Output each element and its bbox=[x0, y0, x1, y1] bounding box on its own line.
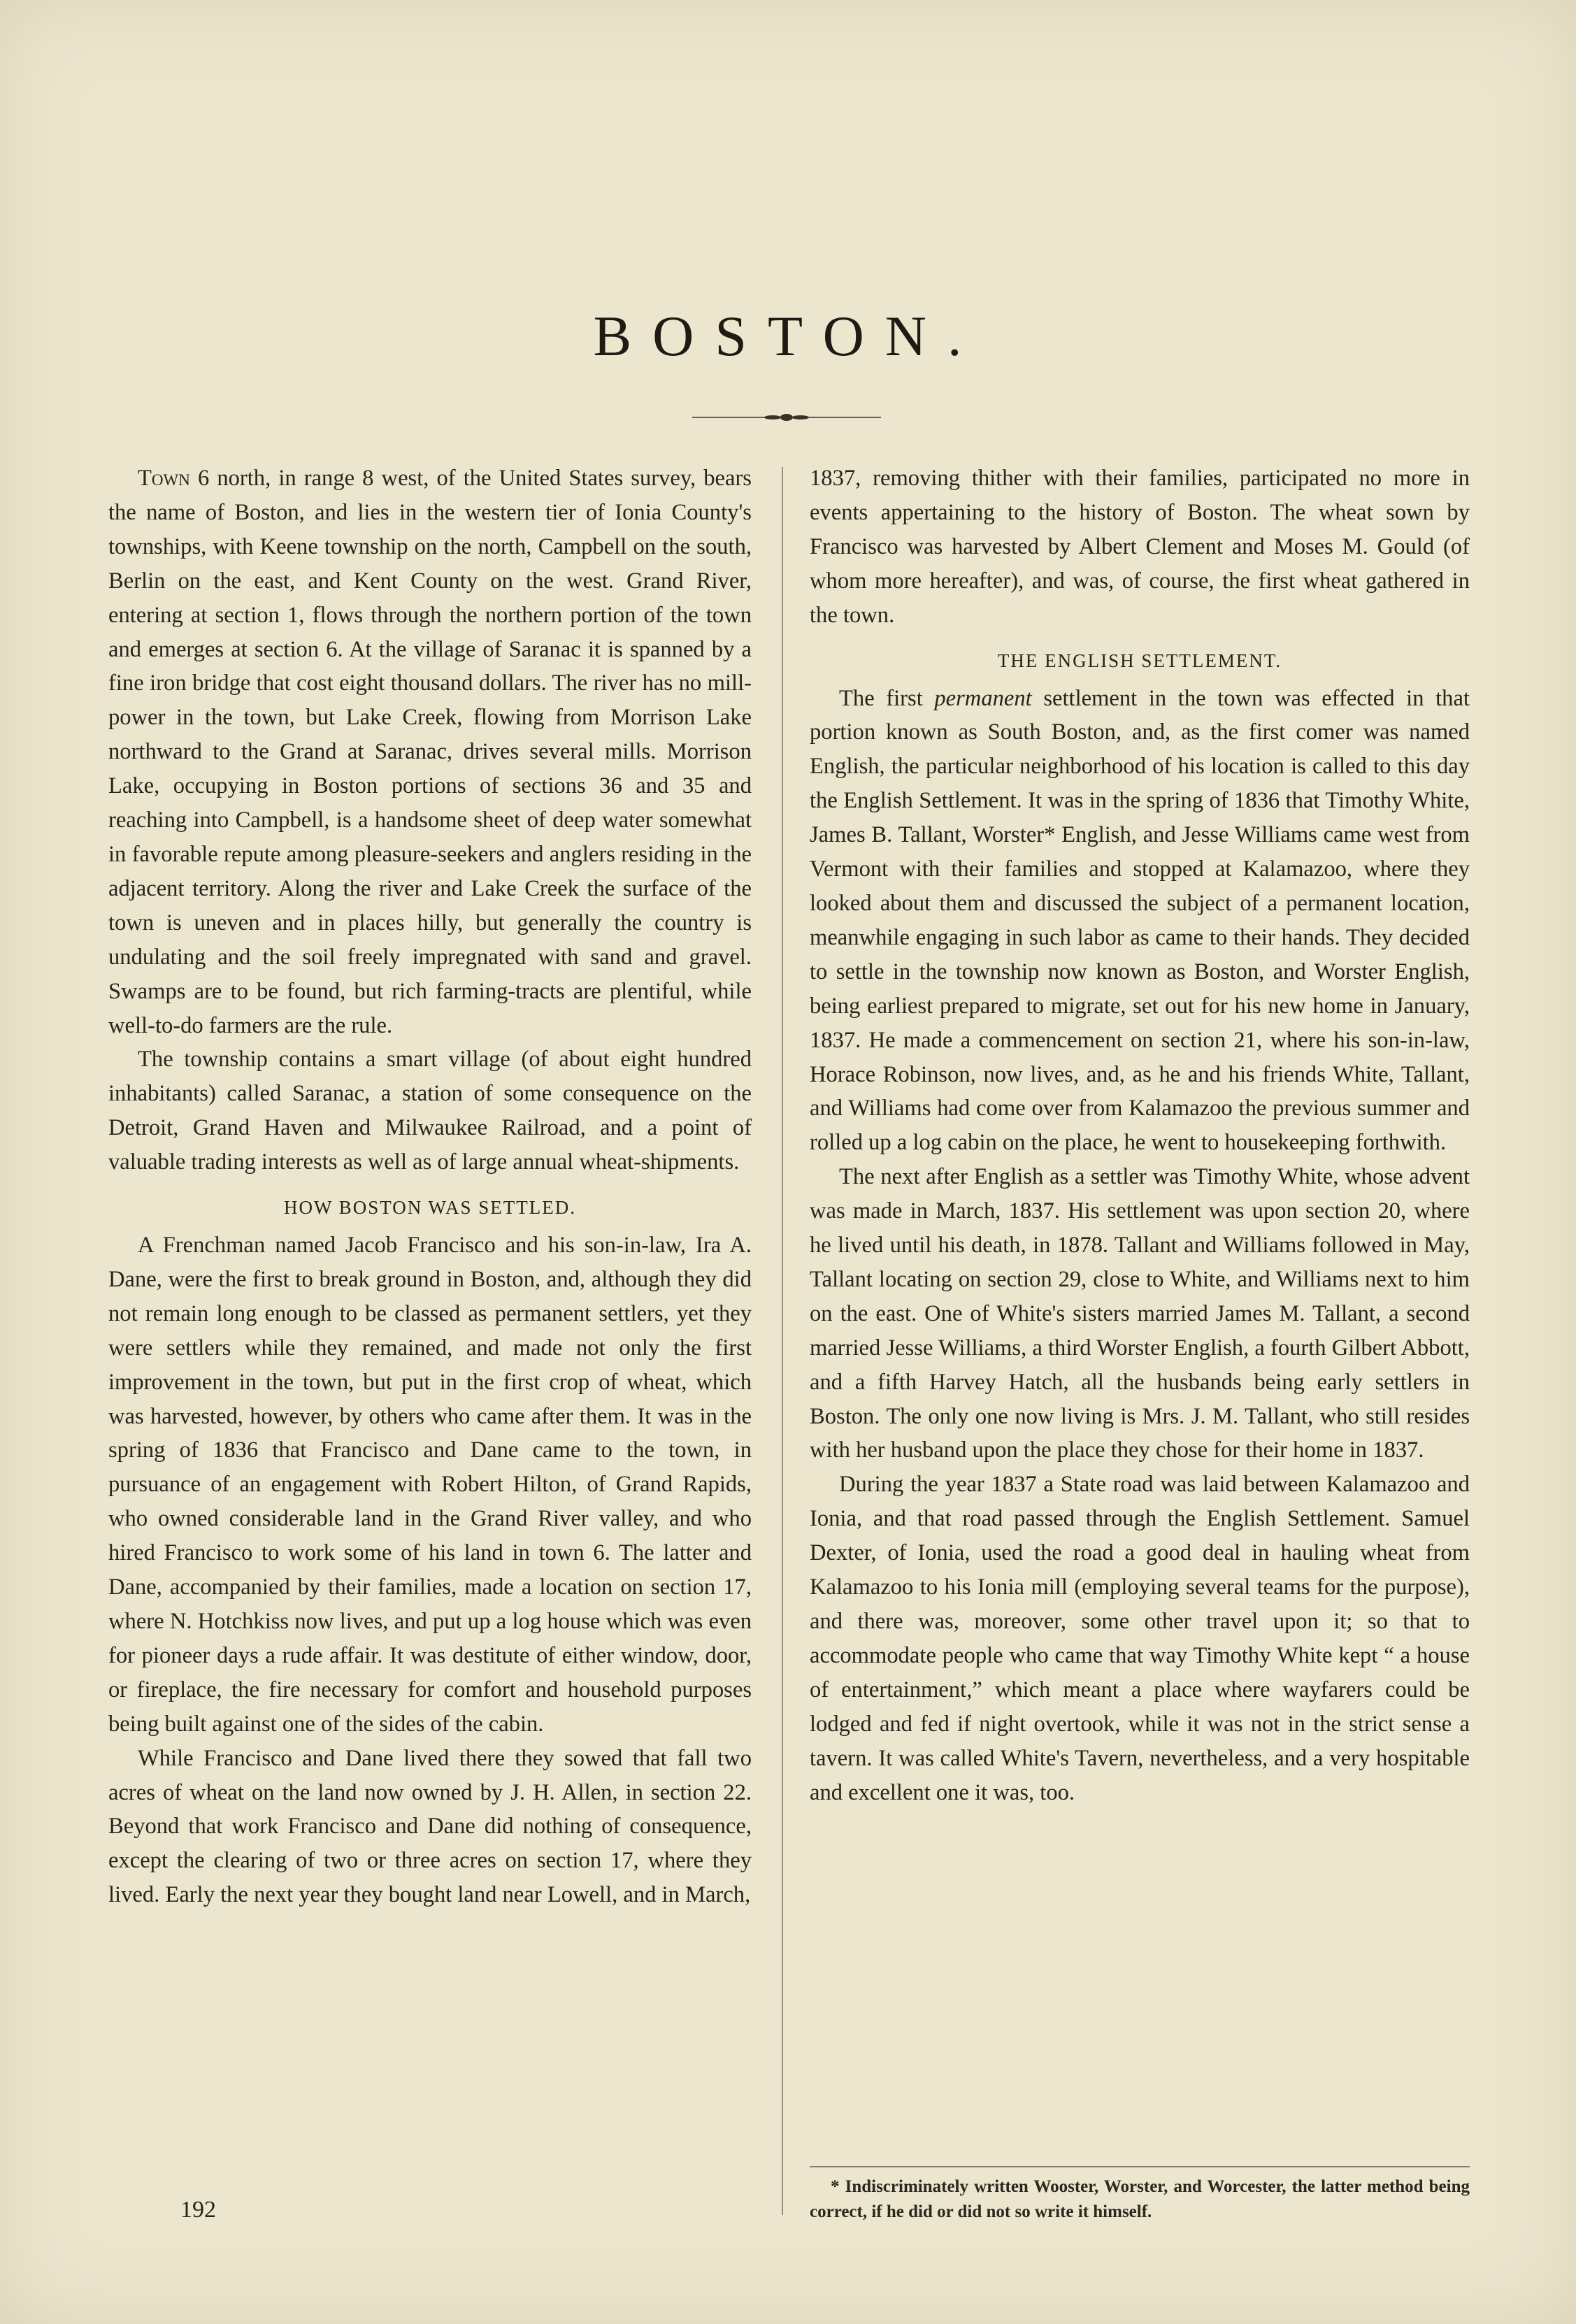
column-divider bbox=[782, 467, 783, 2215]
page-number: 192 bbox=[180, 2197, 216, 2223]
paragraph-continued: 1837, removing thither with their families, participated no more in events appertaining to the history of Boston. The wheat sown by Francisco was harvested by Albert Clement and Moses M. Gould (of whom more hereafter), and was, of course, the first wheat gathered in the town. bbox=[810, 466, 1470, 628]
paragraph-lead-word: Town bbox=[138, 466, 190, 491]
section-heading-settled: HOW BOSTON WAS SETTLED. bbox=[283, 1197, 576, 1219]
section-heading-english: THE ENGLISH SETTLEMENT. bbox=[997, 650, 1282, 671]
paragraph-intro bbox=[108, 461, 752, 1042]
paragraph-francisco: A Frenchman named Jacob Francisco and his son-in-law, Ira A. Dane, were the first to break ground in Boston, and, although they did not remain long enough to be classed as permanent settlers, yet they were settlers while they remained, and made not only the first improvement in the town, but put in the first crop of wheat, which was harvested, however, by others who came after them. It was in the spring of 1836 that Francisco and Dane came to the town, in pursuance of an engagement with Robert Hilton, of Grand Rapids, who owned considerable land in the Grand River valley, and who hired Francisco to work some of his land in town 6. The latter and Dane, accompanied by their families, made a location on section 17, where N. Hotchkiss now lives, and put up a log house which was even for pioneer days a rude affair. It was destitute of either window, door, or fireplace, the fire necessary for comfort and household purposes being built against one of the sides of the cabin. bbox=[108, 1233, 752, 1737]
paragraph-text-rest: settlement in the town was effected in that portion known as South Boston, and, as the first comer was named English, the particular neighborhood of his location is called to this day the English Settlement. It was in the spring of 1836 that Timothy White, James B. Tallant, Worster* English, and Jesse Williams came west from Vermont with their families and stopped at Kalamazoo, where they looked about them and discussed the subject of a permanent location, meanwhile engaging in such labor as came to their hands. They decided to settle in the township now known as Boston, and Worster English, being earliest prepared to migrate, set out for his new home in January, 1837. He made a commencement on section 21, where his son-in-law, Horace Robinson, now lives, and, as he and his friends White, Tallant, and Williams had come over from Kalamazoo the previous summer and rolled up a log cabin on the place, he went to housekeeping forthwith. bbox=[810, 685, 1470, 1156]
paragraph-wheat: While Francisco and Dane lived there they sowed that fall two acres of wheat on the land now owned by J. H. Allen, in section 22. Beyond that work Francisco and Dane did nothing of consequence, except the clearing of two or three acres on section 17, where they lived. Early the next year they bought land near Lowell, and in March, bbox=[108, 1745, 752, 1908]
paragraph-state-road: During the year 1837 a State road was laid between Kalamazoo and Ionia, and that road passed through the English Settlement. Samuel Dexter, of Ionia, used the road a good deal in hauling wheat from Kalamazoo to his Ionia mill (employing several teams for the purpose), and there was, moreover, some other travel upon it; so that to accommodate people who came that way Timothy White kept “ a house of entertainment,” which meant a place where wayfarers could be lodged and fed if night overtook, while it was not in the strict sense a tavern. It was called White's Tavern, nevertheless, and a very hospitable and excellent one it was, too. bbox=[810, 1472, 1470, 1805]
paragraph-english-settlement bbox=[810, 682, 1470, 1161]
right-column bbox=[810, 461, 1470, 1809]
footnote-rule bbox=[810, 2166, 1470, 2167]
page-title: BOSTON. bbox=[593, 304, 983, 368]
left-column bbox=[108, 461, 752, 1912]
paragraph-village: The township contains a smart village (of about eight hundred inhabitants) called Saranac, a station of some consequence on the Detroit, Grand Haven and Milwaukee Railroad, and a point of valuable trading interests as well as of large annual wheat-shipments. bbox=[108, 1047, 752, 1175]
paragraph-timothy-white: The next after English as a settler was Timothy White, whose advent was made in March, 1837. His settlement was upon section 20, where he lived until his death, in 1878. Tallant and Williams followed in May, Tallant locating on section 29, close to White, and Williams next to him on the east. One of White's sisters married James M. Tallant, a second married Jesse Williams, a third Worster English, a fourth Gilbert Abbott, and a fifth Harvey Hatch, all the husbands being early settlers in Boston. The only one now living is Mrs. J. M. Tallant, who still resides with her husband upon the place they chose for their home in 1837. bbox=[810, 1164, 1470, 1463]
footnote-text: * Indiscriminately written Wooster, Worster, and Worcester, the latter method being correct, if he did or did not so write it himself. bbox=[810, 2177, 1470, 2221]
paragraph-text-start: The first bbox=[839, 685, 923, 711]
emphasis-permanent: permanent bbox=[934, 685, 1032, 711]
title-ornament bbox=[692, 413, 881, 422]
footnote bbox=[810, 2174, 1470, 2225]
paragraph-text: 6 north, in range 8 west, of the United States survey, bears the name of Boston, and lies in the western tier of Ionia County's townships, with Keene township on the north, Campbell on the south, Berlin on the east, and Kent County on the west. Grand River, entering at section 1, flows through the northern portion of the town and emerges at section 6. At the village of Saranac it is spanned by a fine iron bridge that cost eight thousand dollars. The river has no mill-power in the town, but Lake Creek, flowing from Morrison Lake northward to the Grand at Saranac, drives several mills. Morrison Lake, occupying in Boston portions of sections 36 and 35 and reaching into Campbell, is a handsome sheet of deep water somewhat in favorable repute among pleasure-seekers and anglers residing in the adjacent territory. Along the river and Lake Creek the surface of the town is uneven and in places hilly, but generally the country is undulating and the soil freely impregnated with sand and gravel. Swamps are to be found, but rich farming-tracts are plentiful, while well-to-do farmers are the rule. bbox=[108, 466, 752, 1038]
